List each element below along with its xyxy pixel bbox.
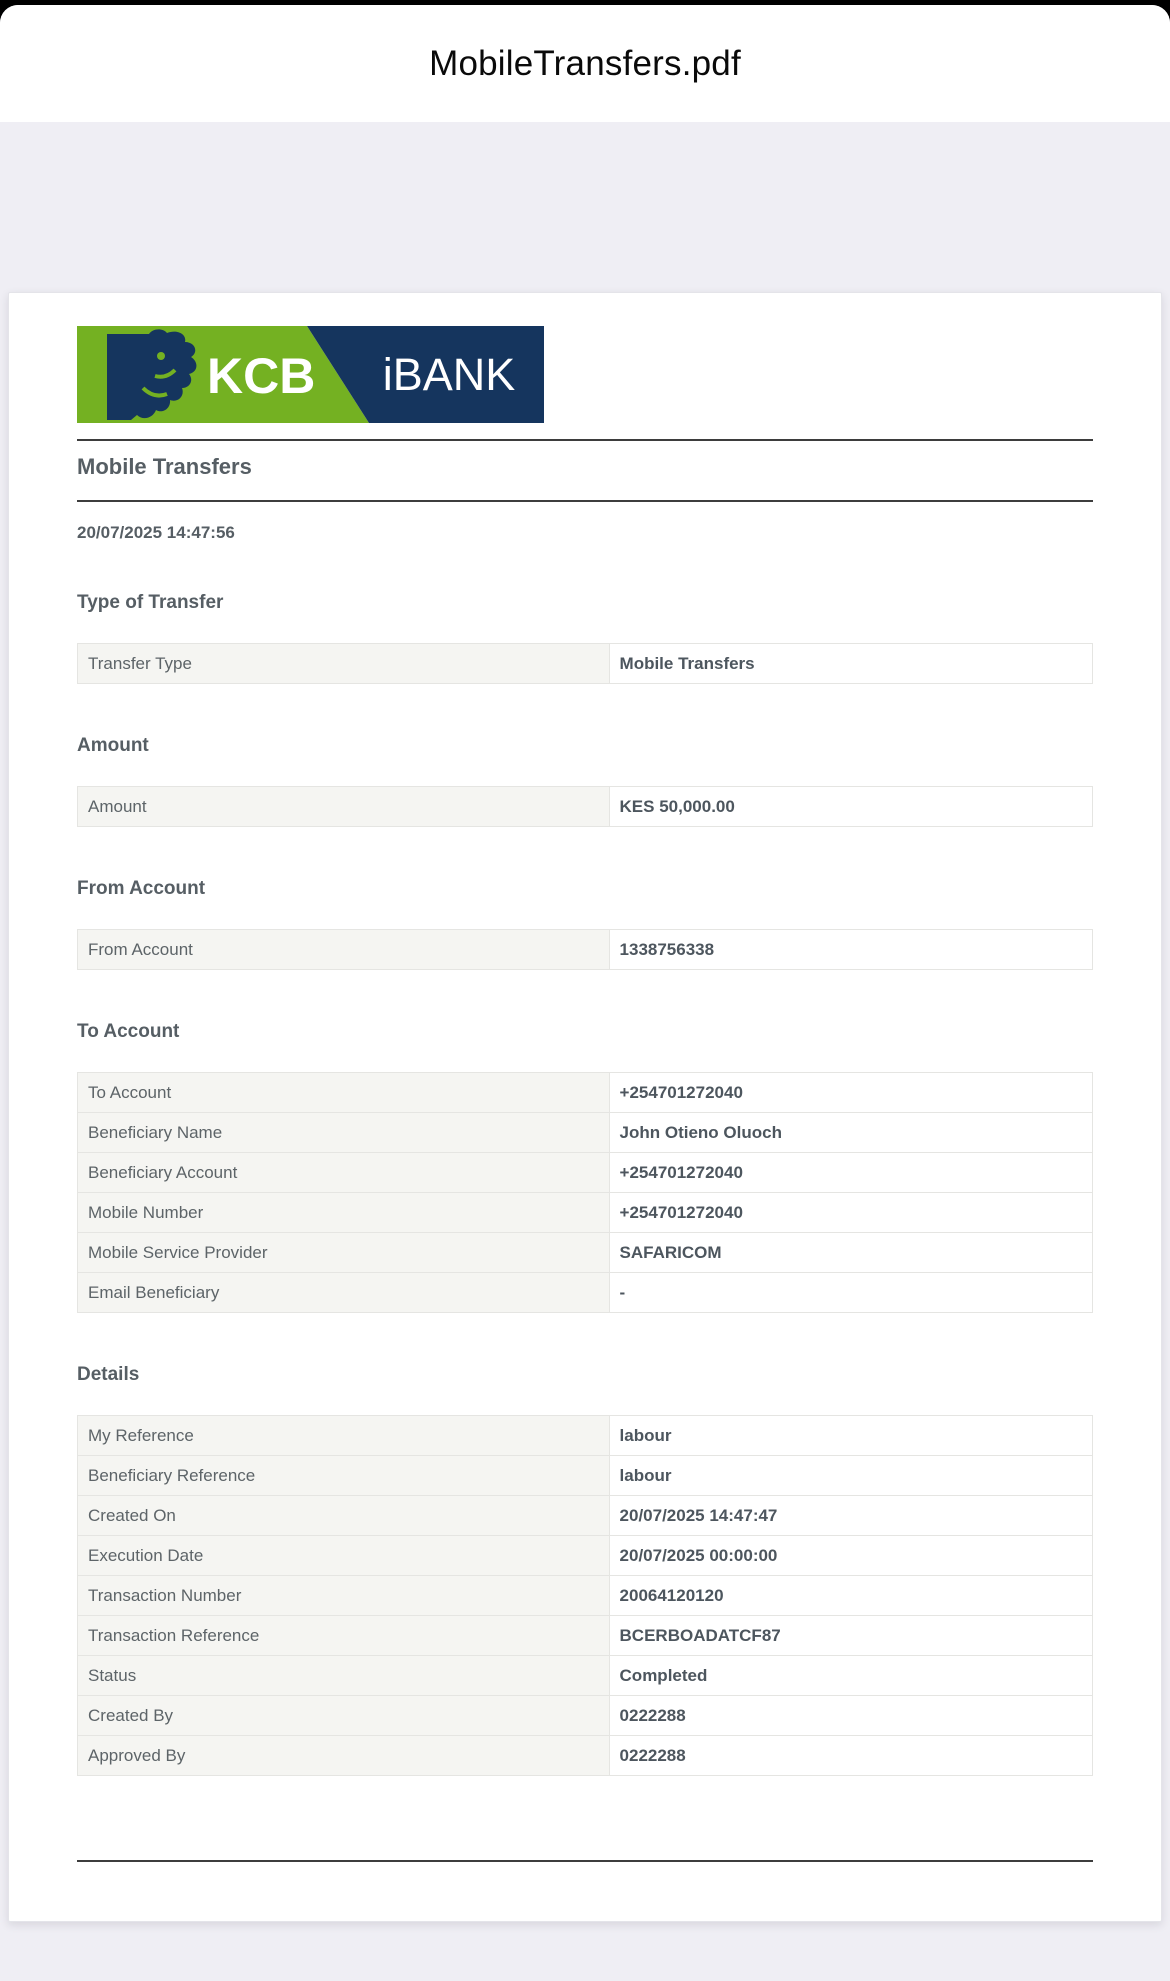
table-row bbox=[78, 644, 1093, 684]
detail-table bbox=[77, 643, 1093, 684]
viewer-title: MobileTransfers.pdf bbox=[429, 43, 741, 83]
table-row bbox=[78, 1416, 1093, 1456]
row-label: From Account bbox=[78, 930, 610, 970]
row-label: Status bbox=[78, 1656, 610, 1696]
row-label: My Reference bbox=[78, 1416, 610, 1456]
table-row bbox=[78, 1233, 1093, 1273]
row-label: Transfer Type bbox=[78, 644, 610, 684]
table-row bbox=[78, 1736, 1093, 1776]
pdf-viewer-sheet bbox=[0, 5, 1170, 1981]
logo-brand-text: KCB bbox=[207, 348, 316, 404]
row-value: labour bbox=[609, 1456, 1092, 1496]
detail-table bbox=[77, 1072, 1093, 1313]
row-value: SAFARICOM bbox=[609, 1233, 1092, 1273]
pdf-page bbox=[8, 292, 1162, 1922]
row-label: Created On bbox=[78, 1496, 610, 1536]
table-row bbox=[78, 1113, 1093, 1153]
kcb-ibank-logo bbox=[77, 326, 544, 423]
table-row bbox=[78, 1576, 1093, 1616]
row-value: +254701272040 bbox=[609, 1193, 1092, 1233]
row-value: John Otieno Oluoch bbox=[609, 1113, 1092, 1153]
table-row bbox=[78, 787, 1093, 827]
row-label: To Account bbox=[78, 1073, 610, 1113]
table-row bbox=[78, 1073, 1093, 1113]
row-label: Transaction Reference bbox=[78, 1616, 610, 1656]
row-label: Amount bbox=[78, 787, 610, 827]
table-row bbox=[78, 1273, 1093, 1313]
table-row bbox=[78, 1496, 1093, 1536]
row-value: 20064120120 bbox=[609, 1576, 1092, 1616]
row-value: +254701272040 bbox=[609, 1153, 1092, 1193]
row-label: Beneficiary Reference bbox=[78, 1456, 610, 1496]
row-label: Beneficiary Account bbox=[78, 1153, 610, 1193]
row-label: Mobile Number bbox=[78, 1193, 610, 1233]
row-label: Mobile Service Provider bbox=[78, 1233, 610, 1273]
row-value: KES 50,000.00 bbox=[609, 787, 1092, 827]
row-value: 1338756338 bbox=[609, 930, 1092, 970]
document-title: Mobile Transfers bbox=[77, 454, 252, 479]
table-row bbox=[78, 1696, 1093, 1736]
detail-table bbox=[77, 929, 1093, 970]
row-value: 20/07/2025 14:47:47 bbox=[609, 1496, 1092, 1536]
table-row bbox=[78, 930, 1093, 970]
row-label: Approved By bbox=[78, 1736, 610, 1776]
divider-bottom bbox=[77, 1860, 1093, 1862]
sections bbox=[77, 591, 1093, 1776]
section-heading: Amount bbox=[77, 735, 149, 756]
row-value: labour bbox=[609, 1416, 1092, 1456]
row-value: 20/07/2025 00:00:00 bbox=[609, 1536, 1092, 1576]
row-value: Completed bbox=[609, 1656, 1092, 1696]
divider-under-title bbox=[77, 500, 1093, 502]
row-label: Transaction Number bbox=[78, 1576, 610, 1616]
table-row bbox=[78, 1153, 1093, 1193]
row-value: BCERBOADATCF87 bbox=[609, 1616, 1092, 1656]
section-heading: To Account bbox=[77, 1021, 180, 1042]
section-heading: Type of Transfer bbox=[77, 592, 224, 613]
row-label: Execution Date bbox=[78, 1536, 610, 1576]
row-value: 0222288 bbox=[609, 1696, 1092, 1736]
row-value: - bbox=[609, 1273, 1092, 1313]
viewer-titlebar bbox=[0, 5, 1170, 122]
row-value: Mobile Transfers bbox=[609, 644, 1092, 684]
row-value: 0222288 bbox=[609, 1736, 1092, 1776]
table-row bbox=[78, 1193, 1093, 1233]
detail-table bbox=[77, 786, 1093, 827]
row-label: Created By bbox=[78, 1696, 610, 1736]
section-heading: From Account bbox=[77, 878, 206, 899]
row-label: Email Beneficiary bbox=[78, 1273, 610, 1313]
table-row bbox=[78, 1656, 1093, 1696]
logo-product-text: iBANK bbox=[382, 349, 516, 400]
divider-top bbox=[77, 439, 1093, 441]
table-row bbox=[78, 1456, 1093, 1496]
section-heading: Details bbox=[77, 1364, 140, 1385]
table-row bbox=[78, 1616, 1093, 1656]
document-timestamp: 20/07/2025 14:47:56 bbox=[77, 523, 235, 542]
detail-table bbox=[77, 1415, 1093, 1776]
row-value: +254701272040 bbox=[609, 1073, 1092, 1113]
table-row bbox=[78, 1536, 1093, 1576]
row-label: Beneficiary Name bbox=[78, 1113, 610, 1153]
